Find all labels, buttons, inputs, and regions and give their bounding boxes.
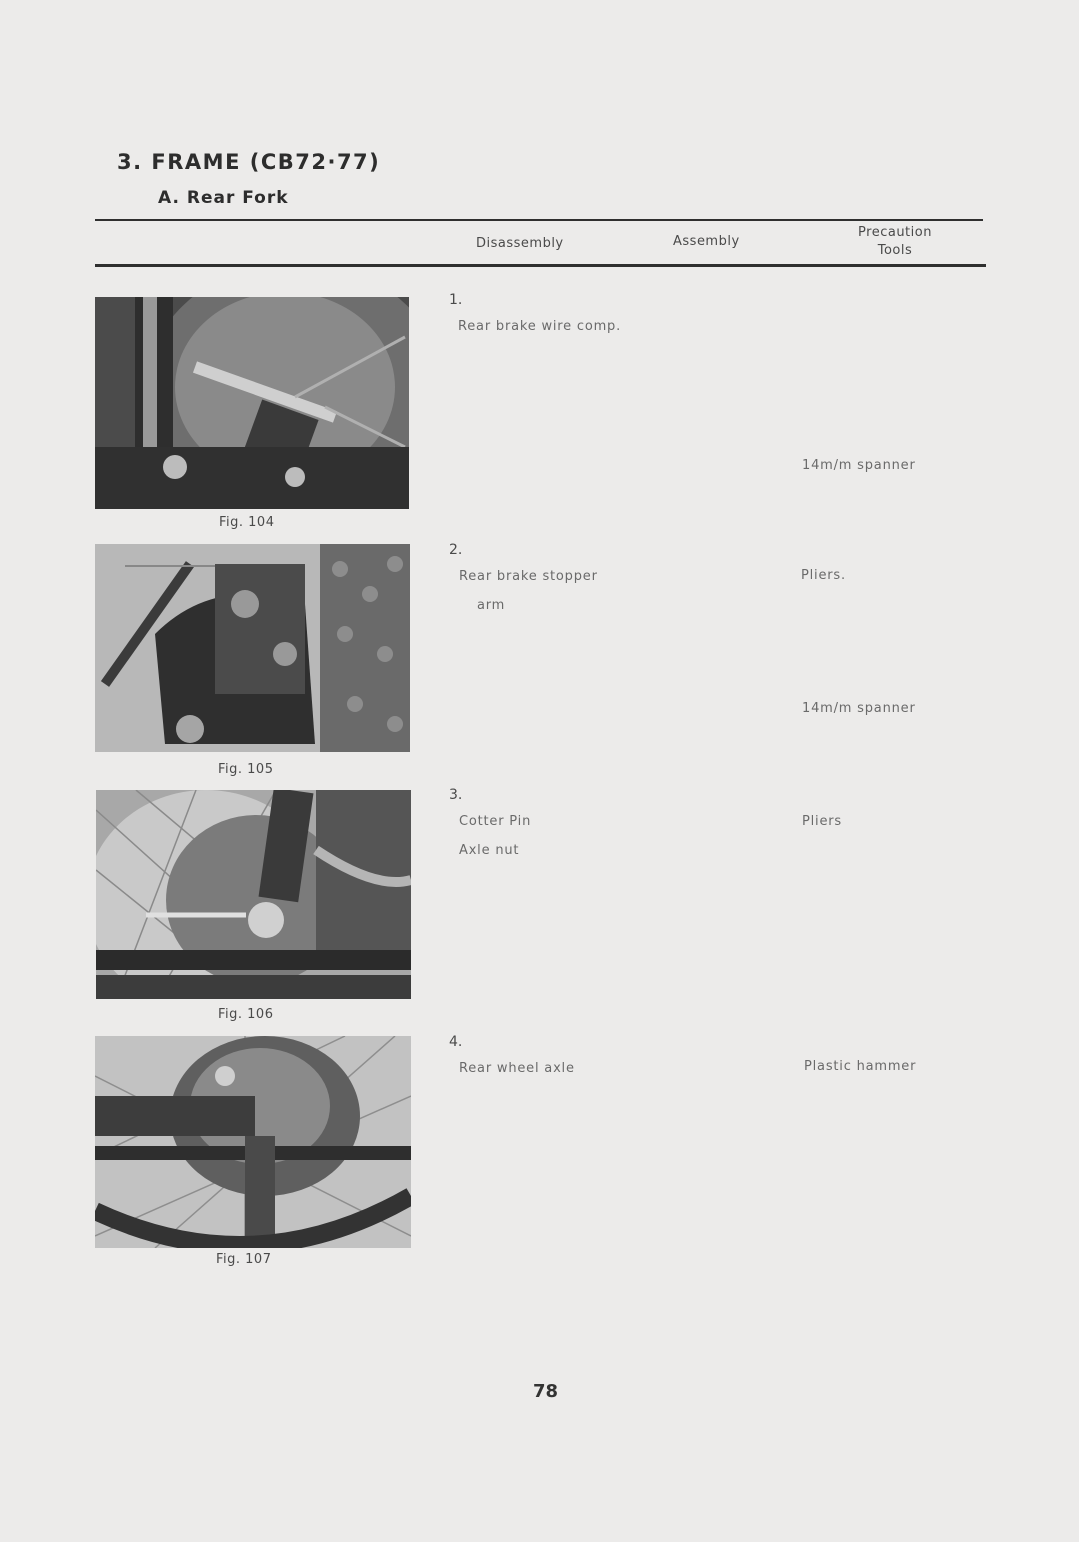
step-2-tool-2: 14m/m spanner	[802, 701, 916, 716]
figure-104-photo	[95, 297, 409, 509]
header-top-rule	[95, 219, 983, 221]
column-header-precaution-line1: Precaution	[858, 225, 932, 240]
column-header-assembly: Assembly	[673, 234, 740, 249]
figure-107-caption: Fig. 107	[216, 1252, 272, 1267]
step-4-number: 4.	[449, 1034, 463, 1050]
column-header-precaution-line2: Tools	[877, 243, 913, 258]
step-2-number: 2.	[449, 542, 463, 558]
figure-107-photo	[95, 1036, 411, 1248]
section-title: 3. FRAME (CB72·77)	[117, 150, 381, 174]
figure-105-photo	[95, 544, 410, 752]
column-header-precaution	[840, 224, 950, 260]
step-3-disassembly-line1: Cotter Pin	[459, 814, 532, 829]
figure-105-caption: Fig. 105	[218, 762, 274, 777]
step-4-tool: Plastic hammer	[804, 1059, 917, 1074]
step-1-number: 1.	[449, 292, 463, 308]
step-2-disassembly-line2: arm	[477, 598, 506, 613]
step-2-tool-1: Pliers.	[801, 568, 846, 583]
subsection-title: A. Rear Fork	[158, 188, 289, 208]
step-1-disassembly: Rear brake wire comp.	[458, 319, 622, 334]
step-3-tool: Pliers	[802, 814, 842, 829]
step-1-tool: 14m/m spanner	[802, 458, 916, 473]
step-3-disassembly-line2: Axle nut	[459, 843, 520, 858]
figure-104-caption: Fig. 104	[219, 515, 275, 530]
step-3-number: 3.	[449, 787, 463, 803]
column-header-disassembly: Disassembly	[476, 236, 564, 251]
step-2-disassembly-line1: Rear brake stopper	[459, 569, 598, 584]
page-number: 78	[533, 1381, 559, 1402]
step-4-disassembly: Rear wheel axle	[459, 1061, 575, 1076]
figure-106-photo	[96, 790, 411, 999]
figure-106-caption: Fig. 106	[218, 1007, 274, 1022]
header-bottom-rule	[95, 264, 986, 267]
